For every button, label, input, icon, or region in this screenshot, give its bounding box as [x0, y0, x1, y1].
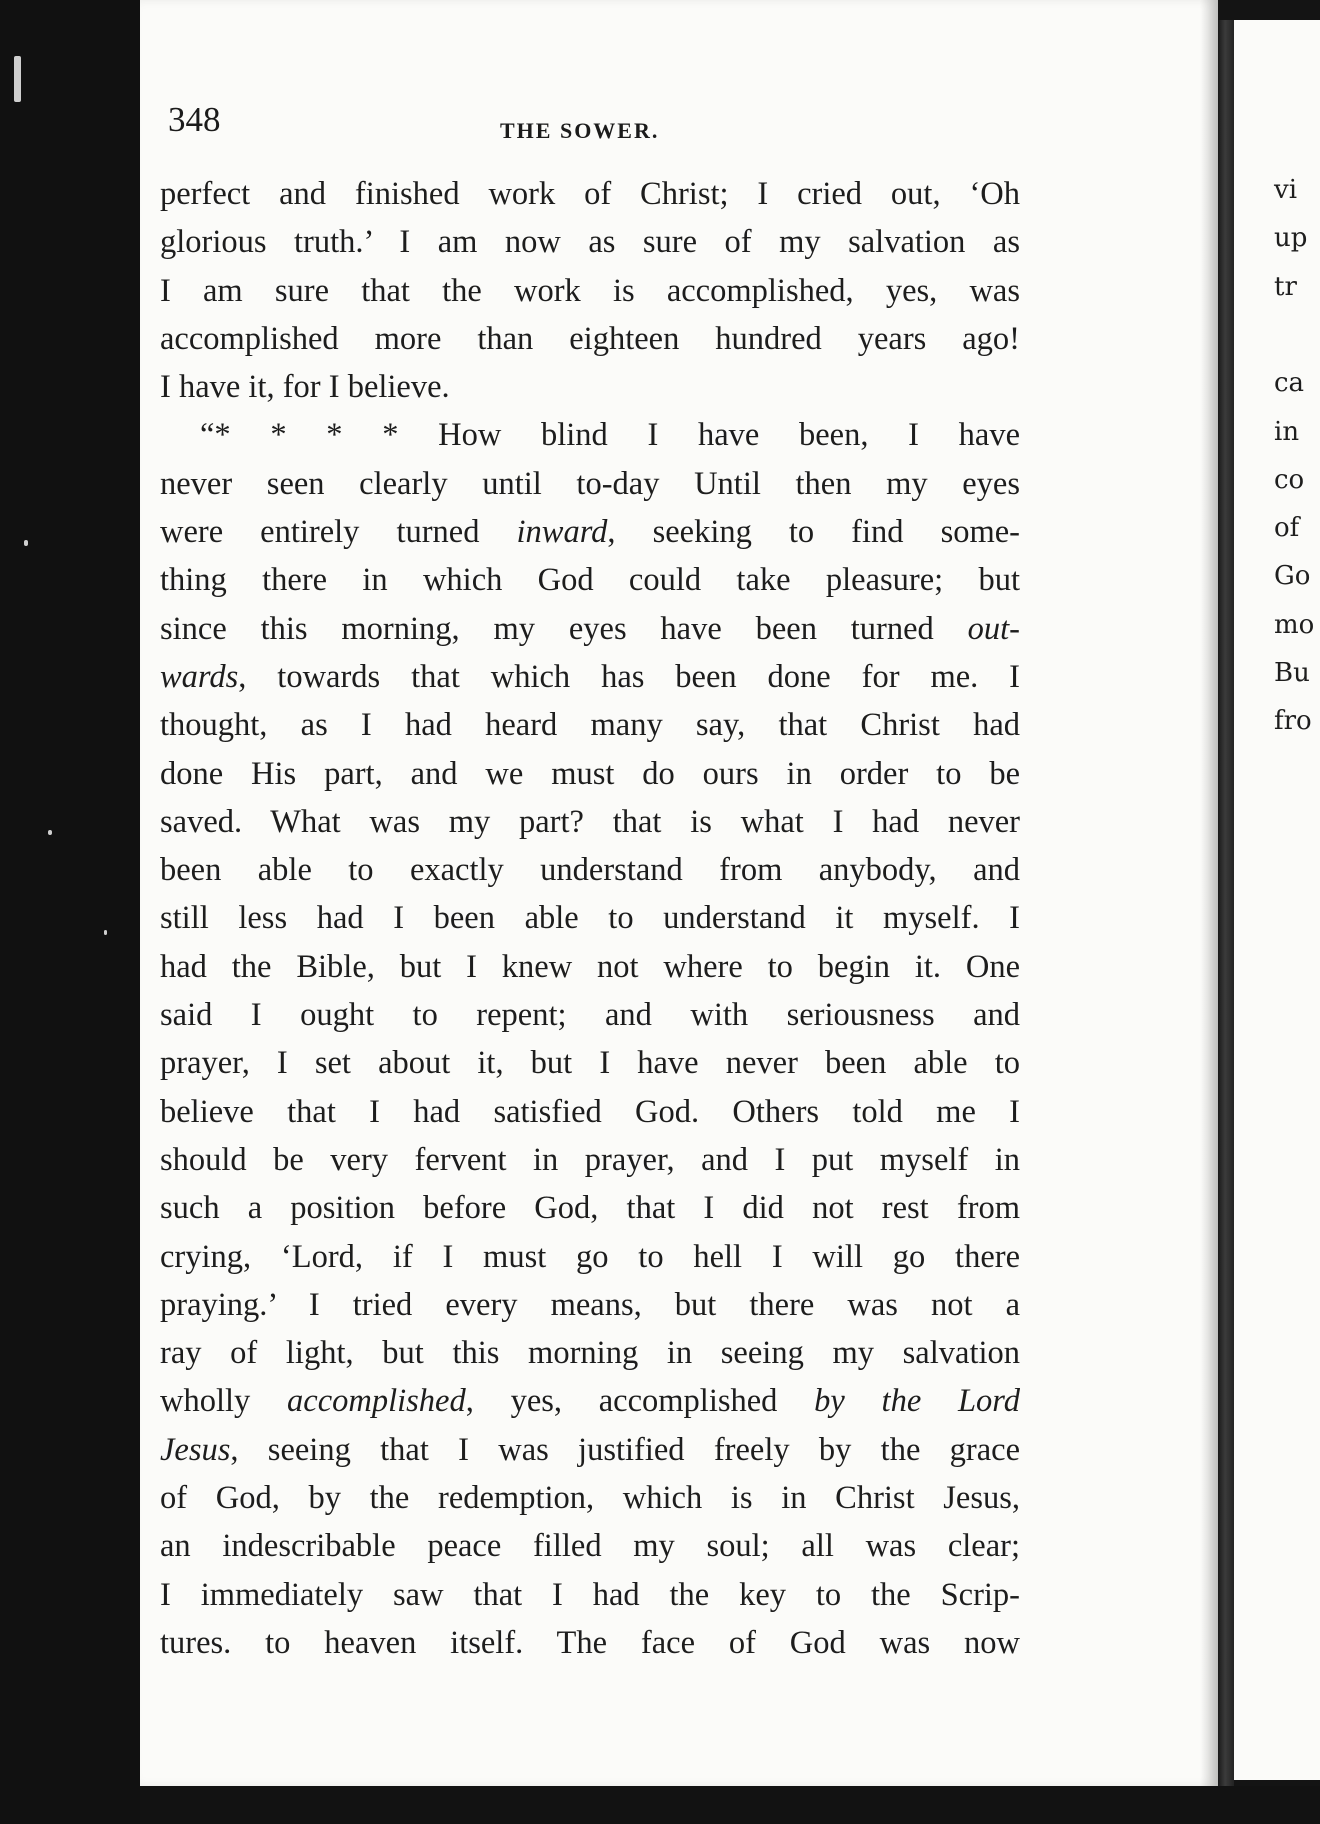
text-line: I am sure that the work is accomplished, yes, was [160, 272, 1020, 309]
italic-text: Jesus [160, 1431, 231, 1468]
page-number: 348 [168, 100, 221, 139]
text-line: thing there in which God could take pleasure; but [160, 562, 1020, 599]
italic-text: by the Lord [814, 1383, 1020, 1420]
text-line: glorious truth.’ I am now as sure of my salvation as [160, 224, 1020, 261]
text-line [160, 605, 1020, 653]
body-text [160, 170, 1020, 1667]
text-line: believe that I had satisfied God. Others told me I [160, 1093, 1020, 1130]
text-line: ray of light, but this morning in seeing my salvation [160, 1335, 1020, 1372]
text-segment: , seeing that I was justified freely by the grace [230, 1431, 1020, 1468]
italic-text: inward [516, 514, 608, 551]
text-line: crying, ‘Lord, if I must go to hell I will go there [160, 1238, 1020, 1275]
facing-page-fragment: up [1274, 223, 1308, 254]
text-line: saved. What was my part? that is what I had never [160, 803, 1020, 840]
italic-text: wards [160, 658, 239, 695]
dust-speck [48, 830, 52, 835]
text-line: accomplished more than eighteen hundred years ago! [160, 320, 1020, 357]
text-line: been able to exactly understand from anybody, and [160, 852, 1020, 889]
text-segment: , seeking to find some- [607, 514, 1020, 551]
facing-page-fragment: in [1274, 416, 1300, 447]
text-line: an indescribable peace filled my soul; all was clear; [160, 1528, 1020, 1565]
scan-border-bottom [140, 1786, 1320, 1824]
text-line: said I ought to repent; and with seriousness and [160, 997, 1020, 1034]
book-gutter [1218, 20, 1234, 1810]
text-line: of God, by the redemption, which is in Christ Jesus, [160, 1480, 1020, 1517]
text-line: “* * * * How blind I have been, I have [200, 417, 1020, 454]
text-line [160, 1426, 1020, 1474]
text-line [160, 653, 1020, 701]
text-segment: were entirely turned [160, 514, 517, 551]
text-line: such a position before God, that I did not rest from [160, 1190, 1020, 1227]
page-shadow [1200, 0, 1218, 1786]
facing-page-fragment: co [1274, 464, 1305, 495]
facing-page-fragment: Bu [1274, 658, 1310, 688]
text-line [160, 1377, 1020, 1425]
facing-page-fragment: ca [1274, 368, 1305, 399]
facing-page-fragment: Go [1274, 561, 1311, 592]
text-segment: since this morning, my eyes have been turned [160, 610, 968, 647]
text-line: tures. to heaven itself. The face of God was now [160, 1624, 1020, 1661]
dust-speck [104, 930, 107, 935]
facing-page-fragment: of [1274, 513, 1300, 544]
facing-page-fragment: mo [1274, 609, 1315, 640]
facing-page-fragment: tr [1274, 271, 1297, 302]
text-segment: , yes, accomplished [465, 1383, 815, 1420]
text-line [160, 508, 1020, 556]
italic-text: accomplished [287, 1383, 466, 1420]
text-line: should be very fervent in prayer, and I put myself in [160, 1141, 1020, 1178]
facing-page [1234, 20, 1320, 1780]
text-line: done His part, and we must do ours in order to be [160, 755, 1020, 792]
facing-page-fragment: vi [1274, 175, 1298, 205]
running-head: THE SOWER. [500, 118, 660, 143]
facing-page-fragment: fro [1274, 706, 1312, 737]
text-line: I have it, for I believe. [160, 369, 450, 406]
text-line: perfect and finished work of Christ; I cried out, ‘Oh [160, 176, 1020, 212]
dust-speck [24, 540, 28, 546]
scan-border-left [0, 0, 140, 1824]
text-segment: wholly [160, 1383, 288, 1420]
text-line: praying.’ I tried every means, but there was not a [160, 1286, 1020, 1323]
text-line: I immediately saw that I had the key to the Scrip- [160, 1576, 1020, 1613]
text-line: still less had I been able to understand it myself. I [160, 900, 1020, 937]
text-line: thought, as I had heard many say, that Christ had [160, 707, 1020, 744]
dust-speck [14, 56, 21, 102]
text-line: prayer, I set about it, but I have never been able to [160, 1045, 1020, 1082]
italic-text: out- [967, 610, 1020, 647]
text-line: had the Bible, but I knew not where to begin it. One [160, 948, 1020, 985]
text-line: never seen clearly until to-day Until then my eyes [160, 465, 1020, 502]
text-segment: , towards that which has been done for me. I [238, 658, 1020, 695]
